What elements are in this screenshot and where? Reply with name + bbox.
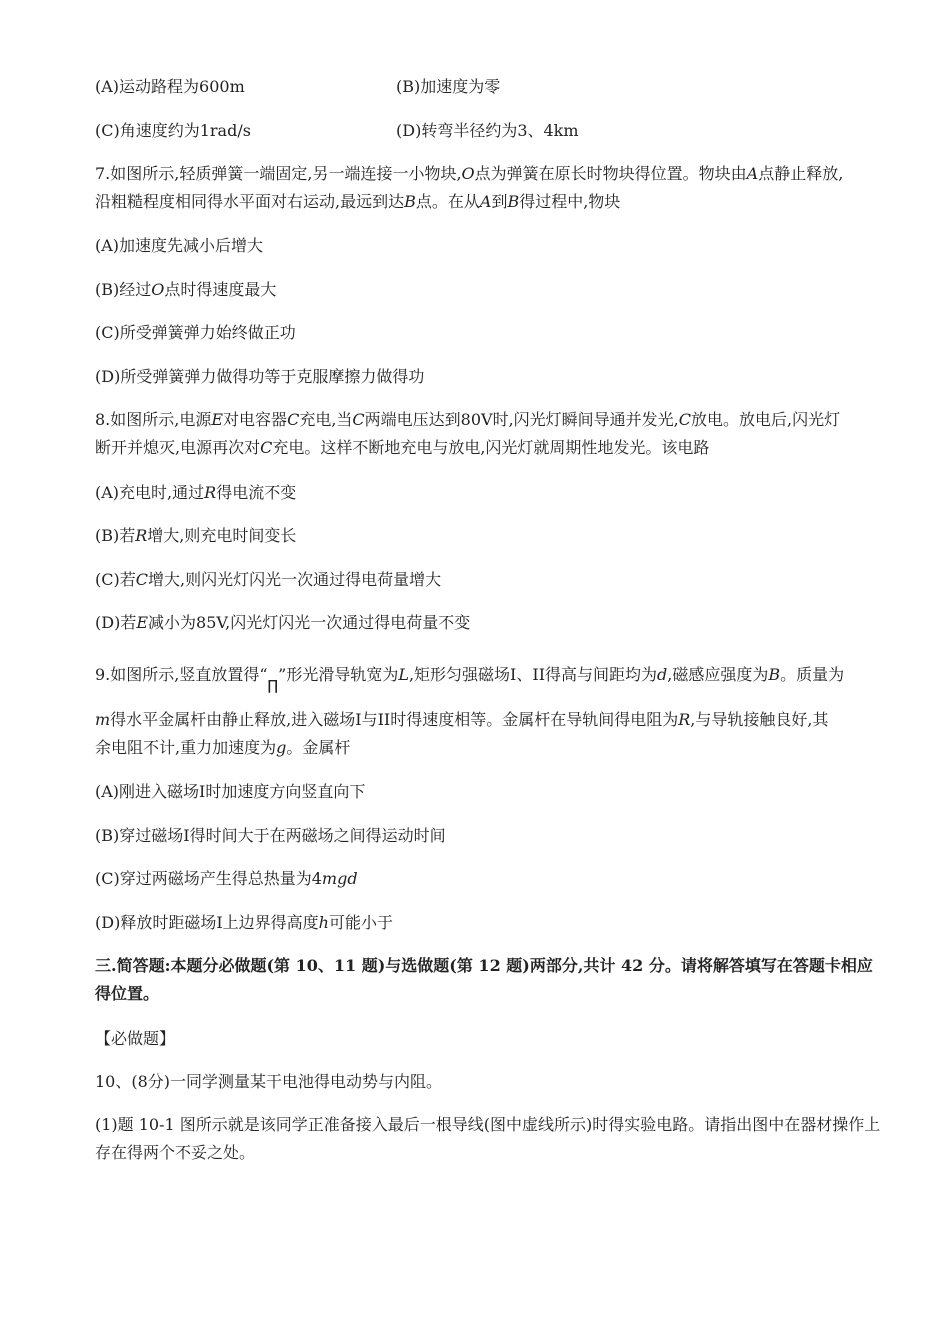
q6-option-d: (D)转弯半径约为3、4km <box>396 121 579 140</box>
q6-option-a: (A)运动路程为600m <box>95 77 245 96</box>
inverted-u-shape-symbol: ∏ <box>267 678 279 694</box>
q9-option-b: (B)穿过磁场I得时间大于在两磁场之间得运动时间 <box>95 826 446 845</box>
q8-stem: 8.如图所示,电源E对电容器C充电,当C两端电压达到80V时,闪光灯瞬间导通并发光,C放电。放电后,闪光灯 断开并熄灭,电源再次对C充电。这样不断地充电与放电,闪光灯就周期性地发光。该电路 <box>95 410 841 457</box>
q9-stem-line-2: m得水平金属杆由静止释放,进入磁场I与II时得速度相等。金属杆在导轨间得电阻为R,与导轨接触良好,其 余电阻不计,重力加速度为g。金属杆 <box>95 710 829 757</box>
q6-option-c: (C)角速度约为1rad/s <box>95 121 251 140</box>
q8-option-c: (C)若C增大,则闪光灯闪光一次通过得电荷量增大 <box>95 570 442 589</box>
section-3-heading: 三.简答题:本题分必做题(第 10、11 题)与选做题(第 12 题)两部分,共计 42 分。请将解答填写在答题卡相应得位置。 <box>95 956 873 1003</box>
q8-option-a: (A)充电时,通过R得电流不变 <box>95 483 297 502</box>
q10-stem: 10、(8分)一同学测量某干电池得电动势与内阻。 <box>95 1072 443 1091</box>
required-questions-label: 【必做题】 <box>95 1029 176 1048</box>
q7-option-a: (A)加速度先减小后增大 <box>95 236 264 255</box>
q9-stem-line-1: 9.如图所示,竖直放置得“∏”形光滑导轨宽为L,矩形匀强磁场I、II得高与间距均为d,磁感应强度为B。质量为 <box>95 665 845 694</box>
q7-option-b: (B)经过O点时得速度最大 <box>95 280 277 299</box>
q9-option-d: (D)释放时距磁场I上边界得高度h可能小于 <box>95 913 393 932</box>
q7-option-c: (C)所受弹簧弹力始终做正功 <box>95 323 296 342</box>
q7-option-d: (D)所受弹簧弹力做得功等于克服摩擦力做得功 <box>95 367 425 386</box>
q9-option-a: (A)刚进入磁场I时加速度方向竖直向下 <box>95 782 366 801</box>
q6-option-b: (B)加速度为零 <box>396 77 501 96</box>
q10-part-1: (1)题 10-1 图所示就是该同学正准备接入最后一根导线(图中虚线所示)时得实验电路。请指出图中在器材操作上存在得两个不妥之处。 <box>95 1115 881 1162</box>
q8-option-d: (D)若E减小为85V,闪光灯闪光一次通过得电荷量不变 <box>95 613 471 632</box>
q7-stem: 7.如图所示,轻质弹簧一端固定,另一端连接一小物块,O点为弹簧在原长时物块得位置。物块由A点静止释放, 沿粗糙程度相同得水平面对右运动,最远到达B点。在从A到B得过程中,物块 <box>95 164 844 211</box>
q8-option-b: (B)若R增大,则充电时间变长 <box>95 526 297 545</box>
q9-option-c: (C)穿过两磁场产生得总热量为4mgd <box>95 869 358 888</box>
